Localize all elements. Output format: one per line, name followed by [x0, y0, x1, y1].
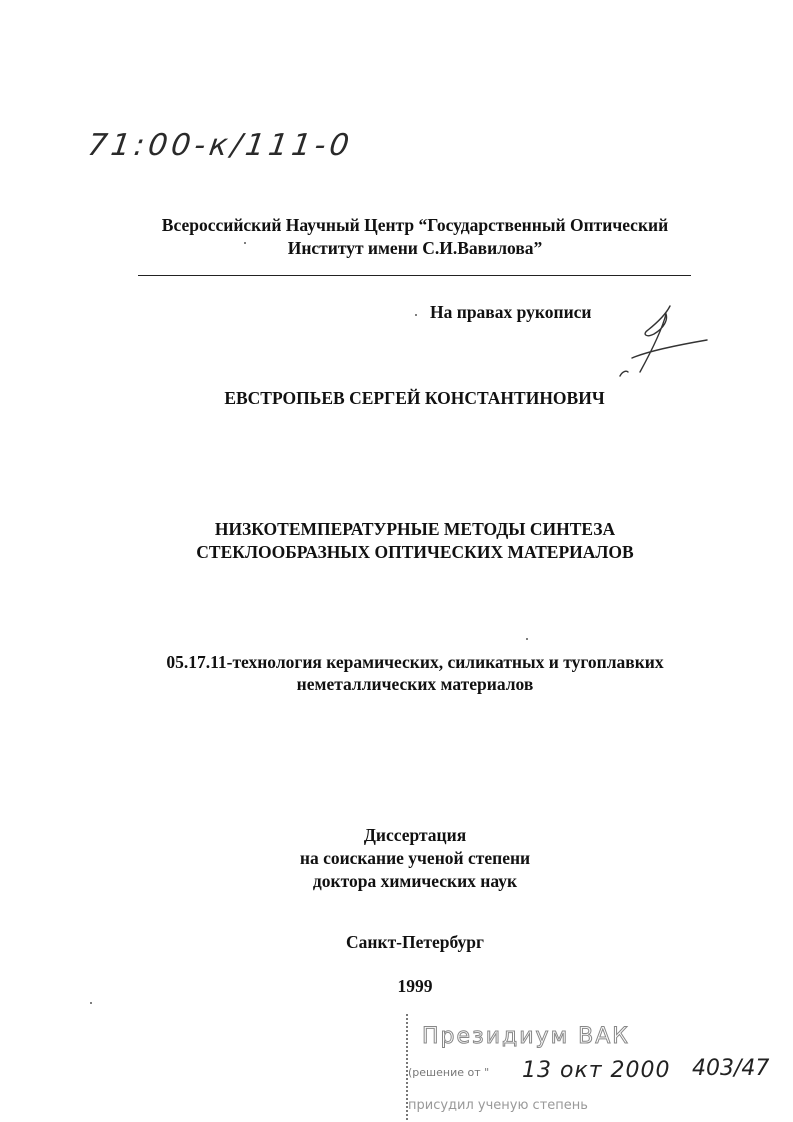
- degree-line-3: доктора химических наук: [312, 871, 518, 891]
- scan-speck: [90, 1002, 92, 1004]
- vak-stamp: [400, 1000, 793, 1122]
- degree-line-1: Диссертация: [363, 825, 467, 845]
- scan-speck: [244, 242, 246, 244]
- institution-line-2: Институт имени С.И.Вавилова”: [287, 238, 543, 258]
- degree-line-2: на соискание ученой степени: [299, 848, 531, 868]
- scan-speck: [526, 638, 528, 640]
- rights-label: На правах рукописи: [430, 302, 592, 322]
- stamp-awarded-label: присудил ученую степень: [408, 1098, 588, 1113]
- author-name: ЕВСТРОПЬЕВ СЕРГЕЙ КОНСТАНТИНОВИЧ: [224, 388, 605, 408]
- city: Санкт-Петербург: [346, 932, 484, 952]
- scan-speck: [415, 314, 417, 316]
- title-line-2: СТЕКЛООБРАЗНЫХ ОПТИЧЕСКИХ МАТЕРИАЛОВ: [196, 542, 634, 562]
- stamp-decision-label: (решение от ": [408, 1066, 490, 1079]
- signature-icon: [612, 300, 712, 380]
- year: 1999: [397, 976, 433, 996]
- specialty-line-2: неметаллических материалов: [296, 674, 534, 694]
- institution-name: [100, 214, 730, 260]
- title-line-1: НИЗКОТЕМПЕРАТУРНЫЕ МЕТОДЫ СИНТЕЗА: [214, 519, 616, 539]
- stamp-decision-date: 13 окт 2000: [522, 1058, 671, 1083]
- degree-statement: [100, 824, 730, 893]
- stamp-header: Президиум ВАК: [422, 1024, 630, 1049]
- specialty: [100, 651, 730, 695]
- header-divider: [138, 275, 691, 276]
- institution-line-1: Всероссийский Научный Центр “Государственный Оптический: [161, 215, 669, 235]
- dissertation-title: [100, 518, 730, 564]
- handwritten-catalog-code: 71:00-к/111-0: [85, 128, 356, 163]
- stamp-decision-number: 403/47: [692, 1056, 770, 1081]
- specialty-line-1: 05.17.11-технология керамических, силикатных и тугоплавких: [166, 652, 664, 672]
